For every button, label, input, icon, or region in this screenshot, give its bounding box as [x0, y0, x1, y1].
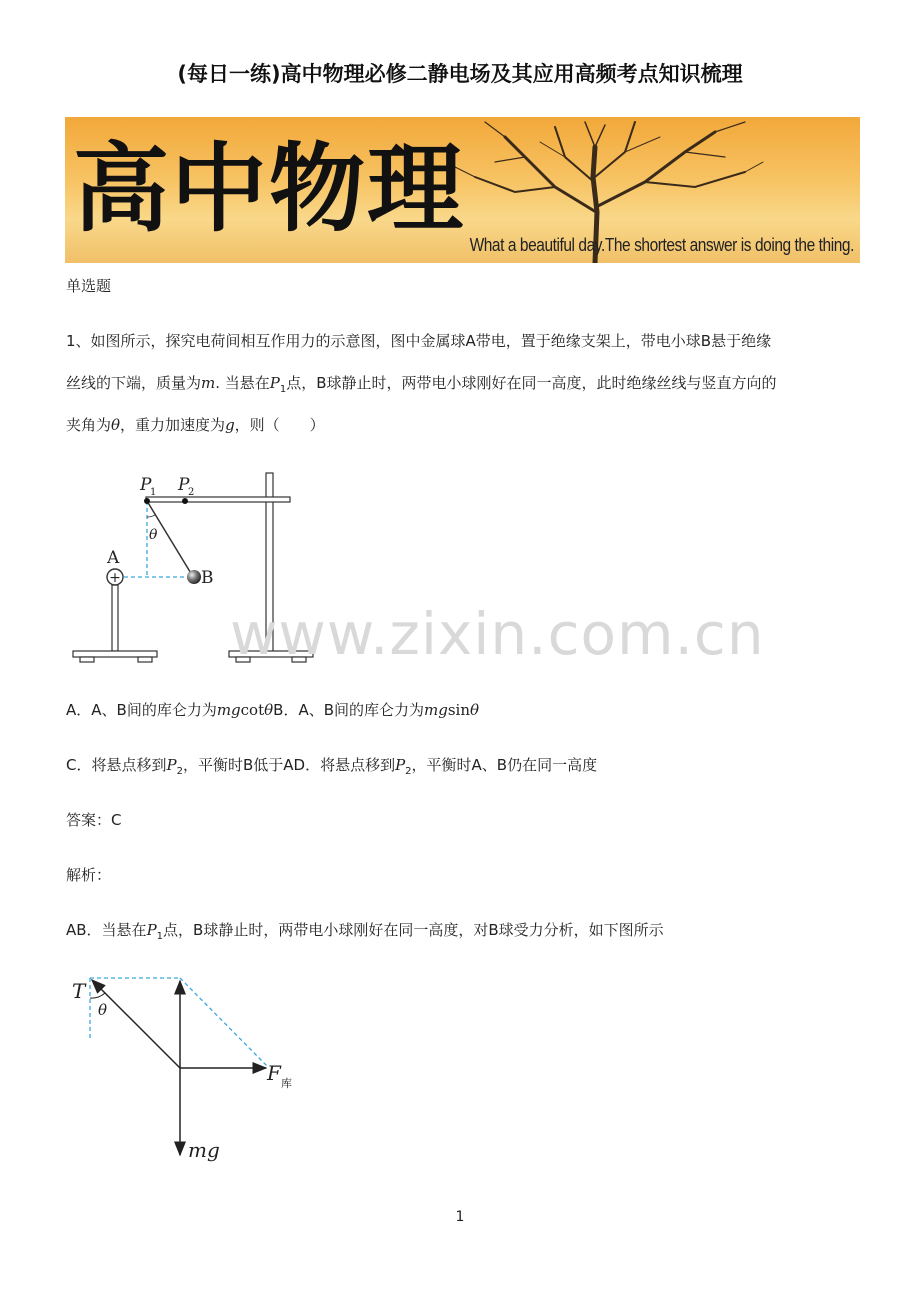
answer: 答案：C [66, 811, 122, 829]
figure-force-diagram [66, 965, 316, 1175]
option-c-p: P [166, 756, 177, 774]
analysis-line [66, 920, 664, 947]
theta-arc [90, 993, 105, 998]
label-f: F [267, 1061, 281, 1085]
analysis-label: 解析： [66, 866, 112, 884]
point-p1 [144, 498, 150, 504]
page-number: 1 [455, 1209, 465, 1225]
label-f-sub: 库 [281, 1077, 292, 1090]
question-line-2 [66, 373, 777, 400]
ball-b [187, 570, 201, 584]
label-theta: θ [98, 1001, 108, 1019]
banner-slogan: What a beautiful day.The shortest answer is doing the thing. [469, 235, 854, 255]
label-a: A [107, 548, 120, 568]
question-text: ，重力加速度为 [120, 416, 226, 434]
math-p: P [269, 374, 280, 392]
theta-arc [147, 515, 155, 517]
banner-image [65, 117, 860, 263]
options-row-cd [66, 755, 597, 782]
label-p1-sub: 1 [150, 487, 157, 498]
question-text: 丝线的下端，质量为 [66, 374, 202, 392]
analysis-p: P [146, 921, 157, 939]
option-a-text: A．A、B间的库仑力为 [66, 701, 217, 719]
option-a-math: mg [216, 701, 241, 719]
math-m: m [201, 374, 216, 392]
option-b-sin: sin [447, 701, 470, 719]
option-a-theta: θ [264, 701, 274, 719]
question-text: 点，B球静止时，两带电小球刚好在同一高度，此时绝缘丝线与竖直方向的 [286, 374, 777, 392]
analysis-text: AB．当悬在 [66, 921, 147, 939]
plus-sign: + [109, 570, 121, 586]
option-c-text: C．将悬点移到 [66, 756, 167, 774]
question-text: ，则（ ） [234, 416, 325, 434]
section-label: 单选题 [66, 277, 112, 295]
option-d-suffix: ，平衡时A、B仍在同一高度 [411, 756, 598, 774]
page-title: (每日一练)高中物理必修二静电场及其应用高频考点知识梳理 [177, 62, 743, 86]
left-stand-pole [112, 585, 118, 651]
question-text: . 当悬在 [215, 374, 270, 392]
label-theta: θ [149, 527, 158, 543]
question-text: 夹角为 [66, 416, 112, 434]
option-d-text: D．将悬点移到 [293, 756, 396, 774]
math-theta: θ [111, 416, 121, 434]
label-t: T [72, 979, 86, 1003]
label-p2: P [178, 475, 190, 495]
option-b-theta: θ [469, 701, 480, 719]
label-mg: mg [188, 1138, 220, 1162]
point-p2 [182, 498, 188, 504]
math-g: g [225, 416, 235, 434]
option-d-p: P [395, 756, 406, 774]
math-sub: 1 [279, 384, 287, 395]
left-stand-base [73, 651, 157, 657]
watermark: www.zixin.com.cn [230, 600, 765, 668]
label-p2-sub: 2 [188, 487, 195, 498]
analysis-sub: 1 [156, 931, 164, 942]
label-b: B [201, 568, 214, 588]
tension-arrow [92, 980, 180, 1068]
banner-title: 高中物理 [73, 132, 465, 245]
option-d-sub: 2 [405, 766, 412, 777]
analysis-text: 点，B球静止时，两带电小球刚好在同一高度，对B球受力分析，如下图所示 [163, 921, 664, 939]
option-b-math: mg [424, 701, 448, 719]
options-row-ab [66, 700, 479, 720]
horizontal-bar [146, 497, 290, 502]
option-a-cot: cot [240, 701, 265, 719]
question-line-3 [66, 415, 325, 435]
option-c-sub: 2 [176, 766, 183, 777]
question-line-1: 1、如图所示，探究电荷间相互作用力的示意图，图中金属球A带电，置于绝缘支架上，带电小球B悬于绝缘 [66, 332, 772, 350]
label-p1: P [140, 475, 152, 495]
option-c-suffix: ，平衡时B低于A [182, 756, 294, 774]
option-b-text: B．A、B间的库仑力为 [273, 701, 424, 719]
dashed-diagonal [180, 978, 268, 1067]
